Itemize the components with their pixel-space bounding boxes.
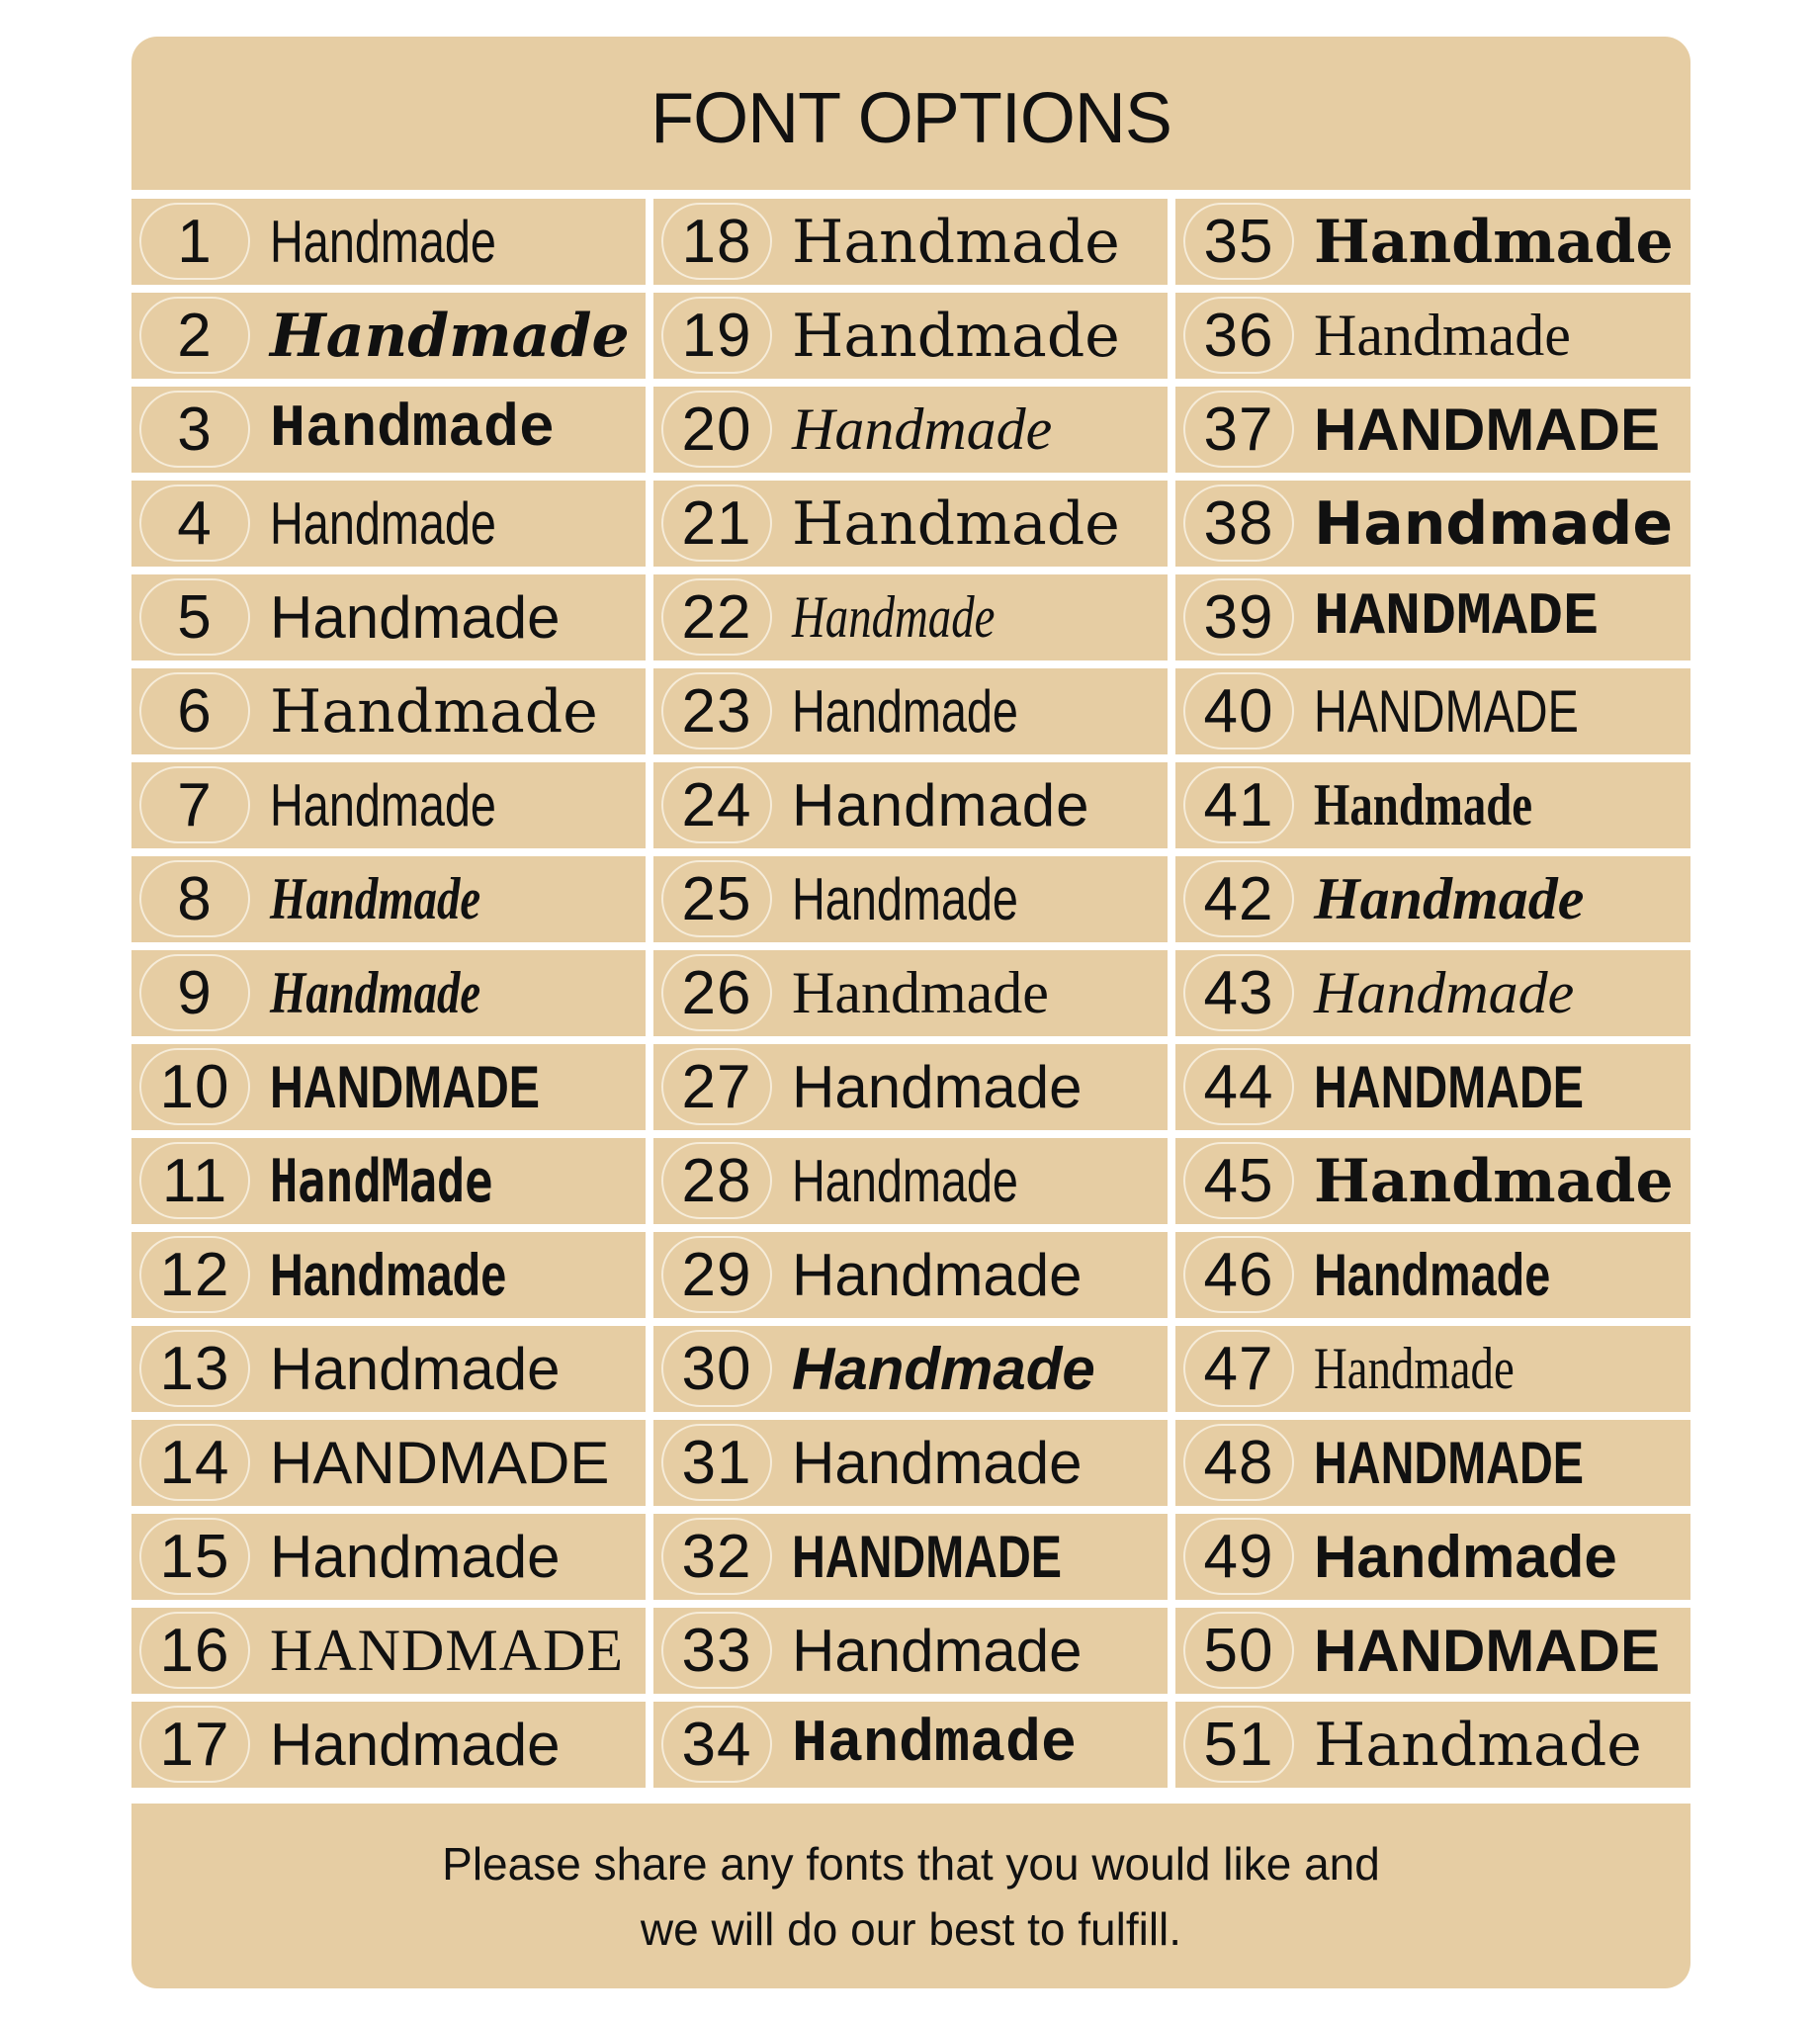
font-option-32: [653, 1514, 1168, 1600]
font-option-16: [131, 1608, 646, 1694]
font-option-41: [1175, 762, 1690, 848]
font-sample-text: Handmade: [270, 960, 481, 1025]
font-sample-text: Handmade: [792, 1148, 1018, 1214]
font-option-6: [131, 668, 646, 754]
font-option-34: [653, 1702, 1168, 1788]
font-option-3: [131, 387, 646, 473]
font-option-19: [653, 293, 1168, 379]
font-sample-text: Handmade: [1314, 1242, 1551, 1308]
option-number-badge: 46: [1183, 1236, 1294, 1313]
font-option-14: [131, 1420, 646, 1506]
option-number-badge: 22: [661, 578, 772, 656]
font-option-26: [653, 950, 1168, 1036]
option-number-badge: 7: [139, 766, 250, 843]
font-sample-text: Handmade: [270, 1336, 561, 1402]
option-number-badge: 23: [661, 672, 772, 749]
option-number-badge: 38: [1183, 484, 1294, 562]
font-sample-text: HANDMADE: [792, 1524, 1062, 1590]
option-number-badge: 18: [661, 203, 772, 280]
font-option-29: [653, 1232, 1168, 1318]
option-number-badge: 50: [1183, 1612, 1294, 1689]
font-sample-text: Handmade: [792, 866, 1018, 932]
font-option-39: [1175, 574, 1690, 660]
font-option-13: [131, 1326, 646, 1412]
option-number-badge: 42: [1183, 860, 1294, 937]
font-sample-text: Handmade: [270, 866, 481, 931]
font-option-50: [1175, 1608, 1690, 1694]
option-number-badge: 27: [661, 1048, 772, 1125]
option-number-badge: 5: [139, 578, 250, 656]
option-number-badge: 9: [139, 954, 250, 1031]
option-number-badge: 32: [661, 1518, 772, 1595]
font-options-card: [131, 37, 1690, 1988]
option-number-badge: 33: [661, 1612, 772, 1689]
font-sample-text: Handmade: [270, 396, 556, 464]
font-option-37: [1175, 387, 1690, 473]
font-sample-text: Handmade: [1314, 1336, 1515, 1401]
option-number-badge: 20: [661, 391, 772, 468]
font-sample-text: Handmade: [792, 1054, 1083, 1120]
font-sample-text: HANDMADE: [270, 1618, 624, 1683]
font-option-4: [131, 481, 646, 567]
font-sample-text: Handmade: [270, 1242, 507, 1308]
font-option-33: [653, 1608, 1168, 1694]
font-sample-text: HANDMADE: [270, 1430, 610, 1496]
font-sample-text: Handmade: [792, 1430, 1083, 1496]
font-sample-text: HANDMADE: [1314, 1618, 1660, 1684]
font-option-12: [131, 1232, 646, 1318]
font-option-7: [131, 762, 646, 848]
option-number-badge: 31: [661, 1424, 772, 1501]
font-option-40: [1175, 668, 1690, 754]
font-sample-text: Handmade: [792, 488, 1120, 559]
font-option-20: [653, 387, 1168, 473]
font-option-43: [1175, 950, 1690, 1036]
font-sample-text: HANDMADE: [270, 1054, 540, 1120]
font-sample-text: Handmade: [792, 207, 1120, 277]
footer-line-2: we will do our best to fulfill.: [640, 1902, 1182, 1955]
font-sample-text: Handmade: [792, 396, 1053, 462]
font-sample-text: Handmade: [1314, 1710, 1642, 1780]
font-option-51: [1175, 1702, 1690, 1788]
font-sample-text: Handmade: [270, 1524, 561, 1590]
option-number-badge: 26: [661, 954, 772, 1031]
font-option-28: [653, 1138, 1168, 1224]
font-option-22: [653, 574, 1168, 660]
font-sample-text: Handmade: [792, 960, 1049, 1025]
font-sample-text: Handmade: [792, 1618, 1083, 1684]
option-number-badge: 35: [1183, 203, 1294, 280]
font-grid: [131, 199, 1690, 1788]
option-number-badge: 36: [1183, 297, 1294, 374]
font-sample-text: Handmade: [792, 772, 1090, 838]
option-number-badge: 11: [139, 1142, 250, 1219]
option-number-badge: 4: [139, 484, 250, 562]
option-number-badge: 28: [661, 1142, 772, 1219]
font-sample-text: Handmade: [792, 1711, 1078, 1779]
font-sample-text: Handmade: [792, 584, 996, 650]
font-sample-text: Handmade: [270, 1712, 561, 1778]
option-number-badge: 24: [661, 766, 772, 843]
font-sample-text: Handmade: [1314, 488, 1674, 559]
option-number-badge: 34: [661, 1706, 772, 1783]
font-option-45: [1175, 1138, 1690, 1224]
font-option-38: [1175, 481, 1690, 567]
font-sample-text: Handmade: [270, 676, 598, 747]
header-banner: [131, 37, 1690, 190]
option-number-badge: 25: [661, 860, 772, 937]
option-number-badge: 16: [139, 1612, 250, 1689]
font-sample-text: Handmade: [1314, 303, 1571, 368]
font-option-15: [131, 1514, 646, 1600]
font-option-31: [653, 1420, 1168, 1506]
option-number-badge: 21: [661, 484, 772, 562]
font-option-9: [131, 950, 646, 1036]
option-number-badge: 12: [139, 1236, 250, 1313]
font-option-48: [1175, 1420, 1690, 1506]
footer-line-1: Please share any fonts that you would like and: [442, 1837, 1380, 1890]
font-option-25: [653, 856, 1168, 942]
page-title: FONT OPTIONS: [650, 78, 1171, 158]
font-sample-text: Handmade: [1314, 207, 1674, 277]
option-number-badge: 44: [1183, 1048, 1294, 1125]
option-number-badge: 1: [139, 203, 250, 280]
font-option-30: [653, 1326, 1168, 1412]
option-number-badge: 49: [1183, 1518, 1294, 1595]
option-number-badge: 17: [139, 1706, 250, 1783]
option-number-badge: 45: [1183, 1142, 1294, 1219]
footer-note: [131, 1804, 1690, 1988]
font-sample-text: Handmade: [792, 1242, 1083, 1308]
option-number-badge: 29: [661, 1236, 772, 1313]
option-number-badge: 40: [1183, 672, 1294, 749]
option-number-badge: 6: [139, 672, 250, 749]
option-number-badge: 43: [1183, 954, 1294, 1031]
font-option-24: [653, 762, 1168, 848]
font-sample-text: Handmade: [1314, 1524, 1617, 1590]
font-option-46: [1175, 1232, 1690, 1318]
font-option-36: [1175, 293, 1690, 379]
font-option-1: [131, 199, 646, 285]
font-option-47: [1175, 1326, 1690, 1412]
font-sample-text: Handmade: [792, 1336, 1095, 1402]
option-number-badge: 39: [1183, 578, 1294, 656]
option-number-badge: 37: [1183, 391, 1294, 468]
font-sample-text: Handmade: [792, 678, 1018, 745]
font-option-42: [1175, 856, 1690, 942]
font-option-2: [131, 293, 646, 379]
font-sample-text: HandMade: [270, 1146, 493, 1216]
font-option-23: [653, 668, 1168, 754]
option-number-badge: 3: [139, 391, 250, 468]
font-sample-text: Handmade: [1314, 866, 1585, 931]
font-option-18: [653, 199, 1168, 285]
option-number-badge: 48: [1183, 1424, 1294, 1501]
font-sample-text: Handmade: [792, 301, 1120, 371]
font-sample-text: Handmade: [270, 772, 496, 838]
option-number-badge: 41: [1183, 766, 1294, 843]
font-option-17: [131, 1702, 646, 1788]
option-number-badge: 10: [139, 1048, 250, 1125]
option-number-badge: 15: [139, 1518, 250, 1595]
option-number-badge: 14: [139, 1424, 250, 1501]
option-number-badge: 30: [661, 1330, 772, 1407]
option-number-badge: 51: [1183, 1706, 1294, 1783]
font-option-8: [131, 856, 646, 942]
option-number-badge: 47: [1183, 1330, 1294, 1407]
font-sample-text: HANDMADE: [1314, 396, 1660, 463]
font-option-5: [131, 574, 646, 660]
font-sample-text: Handmade: [270, 490, 496, 557]
font-sample-text: Handmade: [1314, 1146, 1674, 1216]
option-number-badge: 19: [661, 297, 772, 374]
font-option-10: [131, 1044, 646, 1130]
font-option-44: [1175, 1044, 1690, 1130]
font-sample-text: Handmade: [270, 584, 561, 651]
font-sample-text: Handmade: [1314, 772, 1533, 837]
font-option-11: [131, 1138, 646, 1224]
font-sample-text: Handmade: [270, 301, 630, 371]
option-number-badge: 2: [139, 297, 250, 374]
font-sample-text: HANDMADE: [1314, 678, 1579, 745]
option-number-badge: 13: [139, 1330, 250, 1407]
font-sample-text: HANDMADE: [1314, 1430, 1584, 1496]
font-sample-text: HANDMADE: [1314, 1054, 1584, 1120]
font-option-21: [653, 481, 1168, 567]
font-sample-text: HANDMADE: [1314, 583, 1600, 652]
option-number-badge: 8: [139, 860, 250, 937]
font-option-27: [653, 1044, 1168, 1130]
font-sample-text: Handmade: [1314, 960, 1575, 1025]
font-sample-text: Handmade: [270, 209, 496, 275]
font-option-49: [1175, 1514, 1690, 1600]
font-option-35: [1175, 199, 1690, 285]
